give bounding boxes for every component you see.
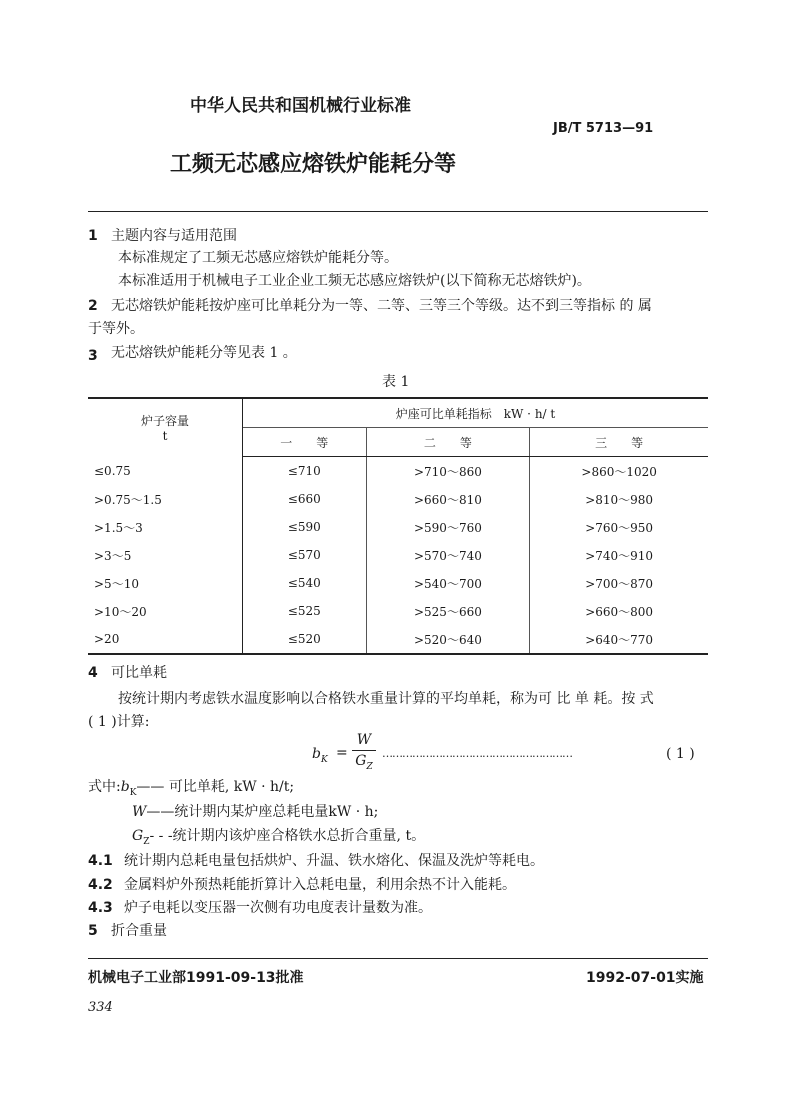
grade-3-cell: >660～800	[585, 604, 654, 619]
where-clause-1	[88, 777, 294, 803]
fraction-bar	[352, 750, 376, 751]
clause-4-1-text: 统计期内总耗电量包括烘炉、升温、铁水熔化、保温及洗炉等耗电。	[124, 853, 544, 869]
clause-4-3-number: 4.3	[88, 900, 113, 916]
section-3-number: 3	[88, 348, 98, 364]
clause-4-3-text: 炉子电耗以变压器一次侧有功电度表计量数为准。	[124, 900, 432, 916]
grade-2-cell: >520～640	[366, 625, 530, 654]
where-1-subscript: K	[129, 787, 137, 798]
grade-1-cell: ≤520	[243, 625, 367, 654]
standard-code: JB/T 5713—91	[553, 121, 654, 136]
header-index-group: 炉座可比单耗指标 kW · h/ t	[243, 398, 709, 428]
grade-1-cell: ≤540	[243, 569, 367, 597]
formula-lhs-symbol: b	[312, 746, 321, 762]
section-1-number: 1	[88, 228, 98, 244]
denominator-symbol: G	[355, 753, 367, 769]
where-2-symbol: W	[132, 804, 147, 820]
header-capacity-label: 炉子容量	[140, 414, 189, 429]
denominator-subscript: Z	[366, 761, 373, 772]
grade-1-cell: ≤570	[243, 541, 367, 569]
header-grade-3: 三 等	[530, 428, 708, 457]
table-row	[88, 625, 708, 654]
formula-denominator	[352, 753, 376, 775]
formula-equals: =	[336, 745, 348, 761]
capacity-cell: >0.75～1.5	[88, 485, 243, 513]
clause-4-2-number: 4.2	[88, 877, 113, 893]
table-row	[88, 457, 708, 486]
table-row	[88, 513, 708, 541]
grade-2-cell: >660～810	[366, 485, 530, 513]
grade-2-cell: >590～760	[366, 513, 530, 541]
grade-2-cell: >710～860	[366, 457, 530, 486]
approval-line: 机械电子工业部1991-09-13批准	[88, 970, 304, 986]
grade-3-cell: >810～980	[585, 492, 654, 507]
formula-tag: ( 1 )	[666, 746, 695, 762]
header-rule	[88, 211, 708, 212]
grade-1-cell: ≤525	[243, 597, 367, 625]
grade-2-cell: >570～740	[366, 541, 530, 569]
capacity-cell: >1.5～3	[88, 513, 243, 541]
grade-3-cell: >760～950	[585, 520, 654, 535]
header-grade-2: 二 等	[366, 428, 530, 457]
capacity-cell: >10～20	[88, 597, 243, 625]
clause-4-2-text: 金属料炉外预热耗能折算计入总耗电量，利用余热不计入能耗。	[124, 877, 516, 893]
where-3-symbol: G	[132, 828, 144, 844]
grade-3-cell: >640～770	[530, 625, 708, 654]
grade-3-cell: >860～1020	[581, 464, 657, 479]
section-4-paragraph-2: ( 1 )计算:	[88, 714, 150, 730]
clause-4-1-number: 4.1	[88, 853, 113, 869]
section-4-title: 可比单耗	[111, 665, 167, 681]
table-row	[88, 485, 708, 513]
header-grade-1: 一 等	[243, 428, 367, 457]
where-1-text: —— 可比单耗, kW · h/t;	[136, 779, 295, 795]
footer-rule	[88, 958, 708, 959]
capacity-cell: ≤0.75	[88, 457, 243, 486]
effective-date: 1992-07-01实施	[586, 970, 704, 986]
where-2-text: ——统计期内某炉座总耗电量kW · h;	[146, 804, 379, 820]
where-1-symbol: b	[120, 779, 130, 795]
standard-org-heading: 中华人民共和国机械行业标准	[190, 96, 411, 116]
grade-1-cell: ≤590	[243, 513, 367, 541]
grade-3-cell: >700～870	[585, 576, 654, 591]
grade-1-cell: ≤660	[243, 485, 367, 513]
grade-2-cell: >540～700	[366, 569, 530, 597]
formula-lhs	[312, 744, 328, 770]
formula-fraction	[352, 732, 376, 775]
energy-grade-table	[88, 397, 708, 655]
capacity-cell: >3～5	[88, 541, 243, 569]
section-2-paragraph-1: 无芯熔铁炉能耗按炉座可比单耗分为一等、二等、三等三个等级。达不到三等指标 的 属	[111, 298, 652, 314]
section-5-title: 折合重量	[111, 923, 167, 939]
section-1-title: 主题内容与适用范围	[111, 228, 237, 244]
where-clause-3	[132, 826, 425, 852]
where-intro: 式中:	[88, 779, 121, 795]
table-caption: 表 1	[382, 374, 410, 390]
where-clause-2	[132, 802, 378, 822]
formula-lhs-subscript: K	[320, 754, 328, 765]
where-3-subscript: Z	[143, 836, 150, 847]
capacity-cell: >5～10	[88, 569, 243, 597]
grade-1-cell: ≤710	[243, 457, 367, 486]
section-4-number: 4	[88, 665, 98, 681]
formula-leader-dots: …………………………………………………	[382, 747, 572, 760]
header-capacity-cell	[88, 398, 243, 457]
section-4-paragraph-1: 按统计期内考虑铁水温度影响以合格铁水重量计算的平均单耗，称为可 比 单 耗。按 式	[118, 691, 654, 707]
grade-3-cell: >740～910	[585, 548, 654, 563]
table-row	[88, 597, 708, 625]
section-5-number: 5	[88, 923, 98, 939]
section-3-paragraph: 无芯熔铁炉能耗分等见表 1 。	[111, 345, 297, 361]
section-2-paragraph-2: 于等外。	[88, 321, 144, 337]
section-1-paragraph-1: 本标准规定了工频无芯感应熔铁炉能耗分等。	[118, 250, 398, 266]
table-row	[88, 541, 708, 569]
table-row	[88, 569, 708, 597]
section-1-paragraph-2: 本标准适用于机械电子工业企业工频无芯感应熔铁炉(以下简称无芯熔铁炉)。	[118, 273, 591, 289]
capacity-cell: >20	[88, 625, 243, 654]
section-2-number: 2	[88, 298, 98, 314]
page-number: 334	[88, 1000, 113, 1015]
grade-2-cell: >525～660	[366, 597, 530, 625]
formula-numerator: W	[356, 732, 372, 748]
document-title: 工频无芯感应熔铁炉能耗分等	[170, 152, 457, 177]
header-capacity-unit: t	[162, 429, 168, 444]
where-3-text: - - -统计期内该炉座合格铁水总折合重量, t。	[149, 828, 426, 844]
